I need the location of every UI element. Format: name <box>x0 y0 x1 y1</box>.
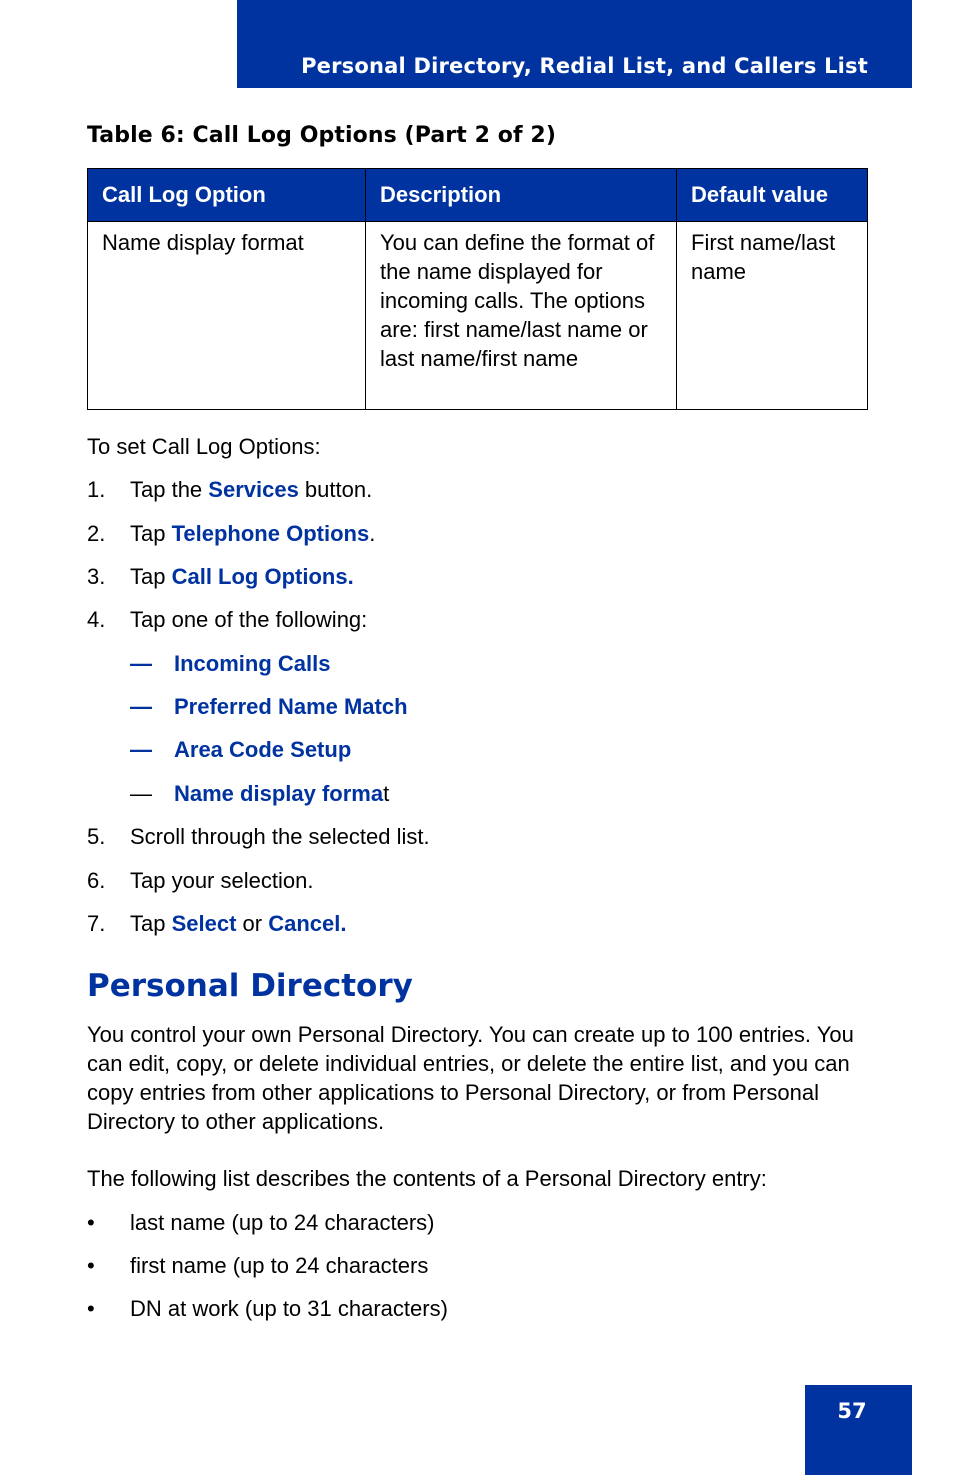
call-log-options-table <box>87 168 868 410</box>
bullet-glyph: • <box>87 1296 95 1321</box>
suboption-incoming-calls <box>130 649 330 678</box>
list-item <box>87 1294 448 1323</box>
section-title: Personal Directory <box>87 968 413 1004</box>
step-3 <box>87 562 354 591</box>
dash-glyph: — <box>130 781 152 806</box>
paragraph: You control your own Personal Directory. You can create up to 100 entries. You can edit, copy, or delete individual entries, or delete the entire list, and you can copy entries from other applications to Personal Directory, or from Personal Directory to other applications. <box>87 1022 854 1134</box>
suboption-preferred-name-match <box>130 692 408 721</box>
step-text: Tap <box>130 521 172 546</box>
step-text: button. <box>298 477 373 502</box>
table-caption: Table 6: Call Log Options (Part 2 of 2) <box>87 123 556 148</box>
step-2 <box>87 519 375 548</box>
step-number: 4. <box>87 607 106 632</box>
column-header: Default value <box>677 169 868 222</box>
list-item-text: last name (up to 24 characters) <box>130 1210 435 1235</box>
header-bar <box>237 0 912 88</box>
step-text: Tap <box>130 564 172 589</box>
name-display-format-link[interactable]: Name display forma <box>174 781 384 806</box>
dash-glyph: — <box>130 694 152 719</box>
services-link[interactable]: Services <box>208 477 299 502</box>
list-item-text: DN at work (up to 31 characters) <box>130 1296 448 1321</box>
list-item <box>87 1208 434 1237</box>
step-6 <box>87 866 313 895</box>
page-number: 57 <box>837 1399 867 1423</box>
table-cell: First name/last name <box>677 222 868 410</box>
table-header-row <box>88 169 868 222</box>
column-header: Description <box>366 169 677 222</box>
step-4 <box>87 605 367 634</box>
cancel-link[interactable]: Cancel. <box>268 911 347 936</box>
step-text: Tap <box>130 911 172 936</box>
step-number: 5. <box>87 824 106 849</box>
step-number: 7. <box>87 911 106 936</box>
step-text: Tap the <box>130 477 209 502</box>
header-title: Personal Directory, Redial List, and Callers List <box>301 54 868 78</box>
list-item-text: first name (up to 24 characters <box>130 1253 429 1278</box>
suboption-name-display-format <box>130 779 389 808</box>
step-number: 3. <box>87 564 106 589</box>
step-text: . <box>369 521 376 546</box>
step-5 <box>87 822 430 851</box>
step-text: Tap one of the following: <box>130 607 368 632</box>
telephone-options-link[interactable]: Telephone Options <box>171 521 370 546</box>
step-number: 6. <box>87 868 106 893</box>
dash-glyph: — <box>130 737 152 762</box>
step-1 <box>87 475 372 504</box>
preferred-name-match-link[interactable]: Preferred Name Match <box>174 694 408 719</box>
area-code-setup-link[interactable]: Area Code Setup <box>174 737 352 762</box>
dash-glyph: — <box>130 651 152 676</box>
paragraph: The following list describes the contents of a Personal Directory entry: <box>87 1166 767 1191</box>
bullet-glyph: • <box>87 1210 95 1235</box>
step-text: Tap your selection. <box>130 868 314 893</box>
page-number-box <box>805 1385 912 1475</box>
suboption-area-code-setup <box>130 735 351 764</box>
bullet-glyph: • <box>87 1253 95 1278</box>
incoming-calls-link[interactable]: Incoming Calls <box>174 651 331 676</box>
select-link[interactable]: Select <box>171 911 237 936</box>
step-text: Scroll through the selected list. <box>130 824 430 849</box>
table-cell: You can define the format of the name displayed for incoming calls. The options are: first name/last name or last name/first name <box>366 222 677 410</box>
column-header: Call Log Option <box>88 169 366 222</box>
intro-text: To set Call Log Options: <box>87 434 321 459</box>
step-text: or <box>236 911 269 936</box>
suboption-tail: t <box>383 781 390 806</box>
call-log-options-link[interactable]: Call Log Options. <box>171 564 354 589</box>
list-item <box>87 1251 428 1280</box>
table-row <box>88 222 868 410</box>
step-number: 1. <box>87 477 106 502</box>
table-cell: Name display format <box>88 222 366 410</box>
step-number: 2. <box>87 521 106 546</box>
step-7 <box>87 909 346 938</box>
